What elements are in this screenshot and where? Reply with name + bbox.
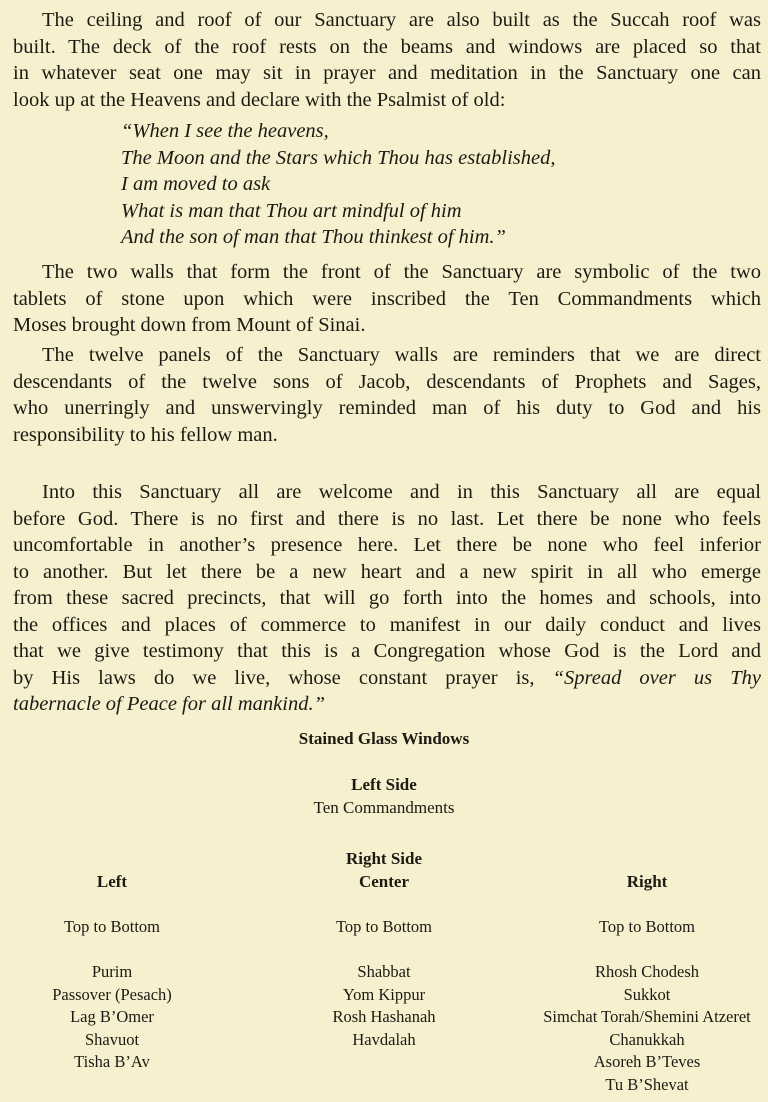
window-column-right (505, 871, 768, 1096)
poem-line: “When I see the heavens, (121, 120, 329, 142)
paragraph-two-walls (13, 259, 761, 339)
text-line: The ceiling and roof of our Sanctuary are also built as the Succah roof was (42, 9, 761, 31)
column-heading: Left (96, 872, 128, 891)
list-item: Shabbat (357, 962, 411, 981)
text-line: before God. There is no first and there is no last. Let there be none who feels (13, 507, 761, 530)
list-item: Tisha B’Av (74, 1052, 150, 1071)
paragraph-welcome (13, 479, 761, 718)
poem-line: The Moon and the Stars which Thou has established, (121, 146, 556, 169)
list-item: Rosh Hashanah (332, 1007, 436, 1026)
list-item: Tu B’Shevat (605, 1074, 689, 1094)
text-line: The twelve panels of the Sanctuary walls are reminders that we are direct (42, 344, 761, 366)
window-column-left (0, 871, 224, 1074)
text-line: tablets of stone upon which were inscribed the Ten Commandments which (13, 287, 761, 310)
windows-title: Stained Glass Windows (298, 729, 470, 748)
text-line: uncomfortable in another’s presence here. Let there be none who feel inferior (13, 534, 761, 556)
list-item: Chanukkah (609, 1029, 685, 1049)
left-side-label: Left Side (351, 775, 417, 794)
list-item: Havdalah (352, 1029, 416, 1049)
text-line: that we give testimony that this is a Congregation whose God is the Lord and (13, 640, 761, 662)
text-line: The two walls that form the front of the Sanctuary are symbolic of the two (42, 261, 761, 283)
right-side-label: Right Side (345, 849, 423, 868)
text-line: who unerringly and unswervingly reminded man of his duty to God and his (13, 397, 761, 419)
column-direction: Top to Bottom (598, 916, 696, 936)
text-line: look up at the Heavens and declare with the Psalmist of old: (13, 88, 506, 111)
text-line: descendants of the twelve sons of Jacob, descendants of Prophets and Sages, (13, 370, 761, 393)
text-line: from these sacred precincts, that will go forth into the homes and schools, into (13, 587, 761, 609)
text-line: in whatever seat one may sit in prayer and meditation in the Sanctuary one can (13, 62, 761, 84)
text-line-with-quote (13, 665, 761, 692)
column-direction: Top to Bottom (63, 916, 161, 936)
list-item: Asoreh B’Teves (593, 1052, 701, 1071)
window-column-center (279, 871, 489, 1051)
list-item: Shavuot (84, 1029, 140, 1049)
list-item: Purim (91, 962, 133, 981)
text-line: Moses brought down from Mount of Sinai. (13, 314, 366, 336)
text-line: responsibility to his fellow man. (13, 423, 278, 446)
list-item: Simchat Torah/Shemini Atzeret (543, 1007, 751, 1026)
column-direction: Top to Bottom (335, 916, 433, 936)
poem-line: What is man that Thou art mindful of him (121, 199, 462, 222)
list-item: Rhosh Chodesh (594, 962, 700, 981)
list-item: Passover (Pesach) (52, 984, 172, 1004)
column-heading: Center (358, 872, 410, 891)
list-item: Yom Kippur (342, 984, 426, 1004)
list-item: Sukkot (623, 984, 671, 1004)
column-heading: Right (626, 872, 668, 891)
paragraph-ceiling-roof (13, 7, 761, 113)
text-line: to another. But let there be a new heart and a new spirit in all who emerge (13, 560, 761, 583)
text-line: Into this Sanctuary all are welcome and in this Sanctuary all are equal (42, 481, 761, 503)
holiday-list (0, 961, 224, 1074)
holiday-list (279, 961, 489, 1051)
list-item: Lag B’Omer (70, 1007, 154, 1026)
poem-line: And the son of man that Thou thinkest of him.” (121, 226, 506, 249)
text-line: the offices and places of commerce to manifest in our daily conduct and lives (13, 613, 761, 636)
poem-line: I am moved to ask (121, 173, 271, 196)
text-segment: by His laws do we live, whose constant prayer is, (13, 666, 535, 689)
text-line: built. The deck of the roof rests on the beams and windows are placed so that (13, 35, 761, 58)
paragraph-twelve-panels (13, 342, 761, 448)
psalm-quote (121, 118, 555, 251)
peace-quote-end: tabernacle of Peace for all mankind.” (13, 693, 325, 715)
peace-quote-start: “Spread over us Thy (552, 666, 762, 689)
holiday-list (505, 961, 768, 1096)
left-side-item: Ten Commandments (313, 798, 455, 817)
